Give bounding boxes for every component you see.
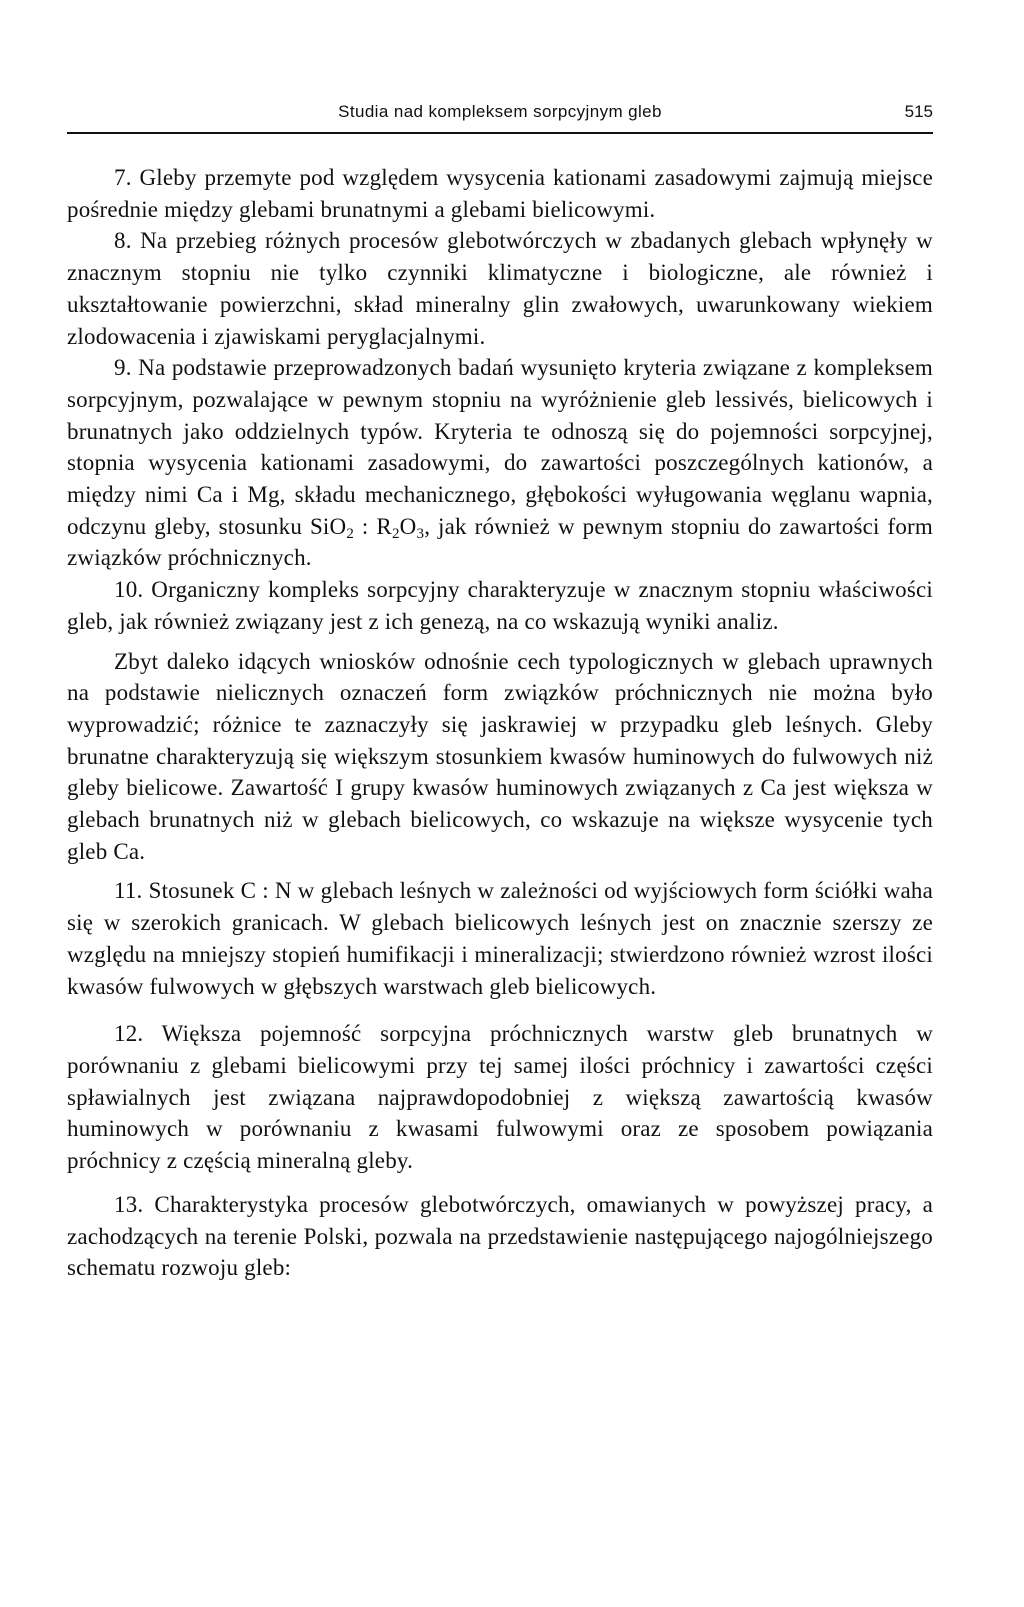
sio2-subscript: 2: [346, 525, 355, 542]
paragraph-13: 13. Charakterystyka procesów glebotwórczych, omawianych w powyższej pracy, a zachodzących na terenie Polski, pozwala na przedstawienie następującego najogólniejszego schematu rozwoju gleb:: [67, 1191, 933, 1281]
paragraph-10: 10. Organiczny kompleks sorpcyjny charakteryzuje w znacznym stopniu właściwości gleb, jak również związany jest z ich genezą, na co wskazują wyniki analiz.: [67, 577, 933, 634]
paragraph-10-continuation: Zbyt daleko idących wniosków odnośnie cech typologicznych w glebach uprawnych na podstawie nielicznych oznaczeń form związków próchnicznych nie można było wyprowadzić; różnice te zaznaczyły się jaskrawiej w przypadku gleb leśnych. Gleby brunatne charakteryzują się większym stosunkiem kwasów huminowych do fulwowych niż gleby bielicowe. Zawartość I grupy kwasów huminowych związanych z Ca jest większa w glebach brunatnych niż w glebach bielicowych, co wskazuje na większe wysycenie tych gleb Ca.: [67, 648, 933, 864]
r2o3-r-subscript: 2: [391, 525, 400, 542]
paragraph-12: 12. Większa pojemność sorpcyjna próchnicznych warstw gleb brunatnych w porównaniu z glebami bielicowymi przy tej samej ilości próchnicy i zawartości części spławialnych jest związana najprawdopodobniej z większą zawartością kwasów huminowych w porównaniu z kwasami fulwowymi oraz ze sposobem powiązania próchnicy z częścią mineralną gleby.: [67, 1021, 933, 1174]
r2o3-o: O: [399, 513, 417, 539]
document-page: [67, 96, 933, 1284]
formula-sio2: [309, 513, 355, 542]
running-title: Studia nad kompleksem sorpcyjnym gleb: [338, 102, 662, 121]
paragraph-9: [67, 352, 933, 574]
sio2-base: SiO: [309, 513, 347, 539]
r2o3-r: R: [376, 513, 392, 539]
running-header: [67, 96, 933, 134]
formula-r2o3: [376, 513, 425, 542]
page-number: 515: [904, 102, 933, 121]
ratio-separator: :: [354, 513, 377, 539]
paragraph-11: 11. Stosunek C : N w glebach leśnych w zależności od wyjściowych form ściółki waha się w szerokich granicach. W glebach bielicowych leśnych jest on znacznie szerszy ze względu na mniejszy stopień humifikacji i mineralizacji; stwierdzono również wzrost ilości kwasów fulwowych w głębszych warstwach gleb bielicowych.: [67, 878, 933, 999]
paragraph-9-text-end: , jak również w pewnym stopniu do zawartości form związków próchnicznych.: [67, 513, 933, 571]
r2o3-o-subscript: 3: [416, 525, 425, 542]
paragraph-7: 7. Gleby przemyte pod względem wysycenia kationami zasadowymi zajmują miejsce pośrednie między glebami brunatnymi a glebami bielicowymi.: [67, 165, 933, 222]
paragraph-9-text-start: 9. Na podstawie przeprowadzonych badań wysunięto kryteria związane z kompleksem sorpcyjnym, pozwalające w pewnym stopniu na wyróżnienie gleb lessivés, bielicowych i brunatnych jako oddzielnych typów. Kryteria te odnoszą się do pojemności sorpcyjnej, stopnia wysycenia kationami zasadowymi, do zawartości poszczególnych kationów, a między nimi Ca i Mg, składu mechanicznego, głębokości wyługowania węglanu wapnia, odczynu gleby, stosunku: [67, 355, 933, 539]
body-text: [67, 162, 933, 1284]
paragraph-8: 8. Na przebieg różnych procesów glebotwórczych w zbadanych glebach wpłynęły w znacznym stopniu nie tylko czynniki klimatyczne i biologiczne, ale również i ukształtowanie powierzchni, skład mineralny glin zwałowych, uwarunkowany wiekiem zlodowacenia i zjawiskami peryglacjalnymi.: [67, 228, 933, 349]
